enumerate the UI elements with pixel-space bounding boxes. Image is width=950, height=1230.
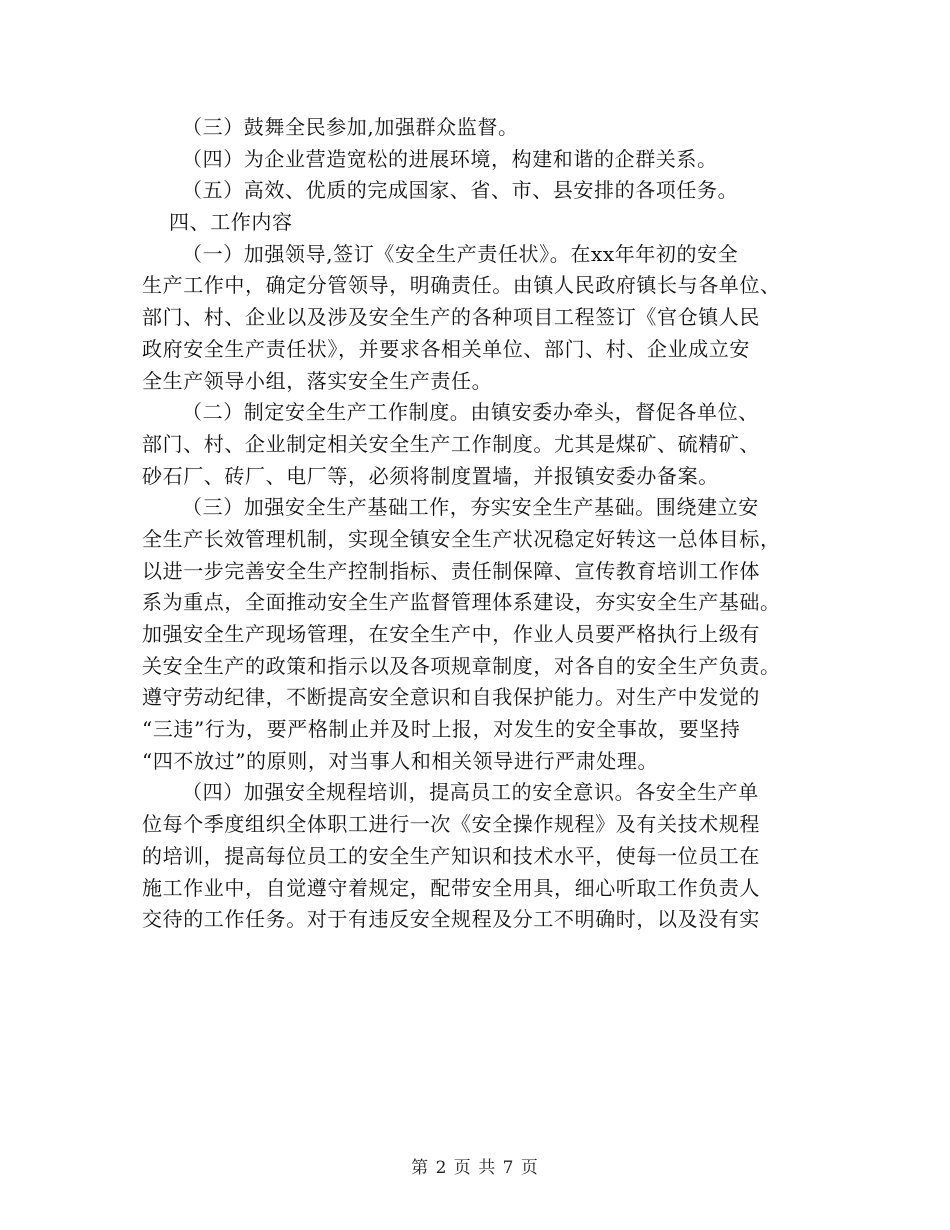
paragraph-line: 遵守劳动纪律，不断提高安全意识和自我保护能力。对生产中发觉的 [142,685,760,710]
paragraph-line: （四）加强安全规程培训，提高员工的安全意识。各安全生产单 [182,780,759,805]
paragraph-line: 政府安全生产责任状》，并要求各相关单位、部门、村、企业成立安 [142,336,750,361]
paragraph-line: 以进一步完善安全生产控制指标、责任制保障、宣传教育培训工作体 [142,558,760,583]
paragraph-line: 生产工作中，确定分管领导，明确责任。由镇人民政府镇长与各单位、 [142,273,781,298]
paragraph-line: （二）制定安全生产工作制度。由镇安委办牵头，督促各单位、 [182,400,759,425]
paragraph-line: 位每个季度组织全体职工进行一次《安全操作规程》及有关技术规程 [142,812,760,837]
paragraph-line: “三违”行为，要严格制止并及时上报，对发生的安全事故，要坚持 [142,717,741,742]
paragraph-line: （三）鼓舞全民参加,加强群众监督。 [182,115,519,139]
section-heading: 四、工作内容 [169,210,293,235]
paragraph-line: 砂石厂、砖厂、电厂等，必须将制度置墙，并报镇安委办备案。 [142,463,719,488]
paragraph-line: （四）为企业营造宽松的进展环境，构建和谐的企群关系。 [182,146,718,171]
paragraph-line: “四不放过”的原则，对当事人和相关领导进行严肃处理。 [142,748,659,773]
document-body [142,112,810,936]
page-number-footer: 第 2 页 共 7 页 [411,1158,539,1178]
paragraph-line: 系为重点，全面推动安全生产监督管理体系建设，夯实安全生产基础。 [142,590,781,615]
paragraph-line: （三）加强安全生产基础工作，夯实安全生产基础。围绕建立安 [182,495,759,520]
paragraph-line: 部门、村、企业以及涉及安全生产的各种项目工程签订《官仓镇人民 [142,305,760,330]
paragraph-line: （五）高效、优质的完成国家、省、市、县安排的各项任务。 [182,178,739,203]
paragraph-line: 部门、村、企业制定相关安全生产工作制度。尤其是煤矿、硫精矿、 [142,431,760,456]
paragraph-line: 加强安全生产现场管理，在安全生产中，作业人员要严格执行上级有 [142,622,760,646]
paragraph-line: 关安全生产的政策和指示以及各项规章制度，对各自的安全生产负责。 [142,653,781,678]
paragraph-line: 的培训，提高每位员工的安全生产知识和技术水平，使每一位员工在 [142,843,760,868]
paragraph-line: 全生产领导小组，落实安全生产责任。 [142,368,493,393]
paragraph-line: 施工作业中，自觉遵守着规定，配带安全用具，细心听取工作负责人 [142,875,760,900]
paragraph-line: 交待的工作任务。对于有违反安全规程及分工不明确时，以及没有实 [142,907,760,932]
paragraph-line: （一）加强领导,签订《安全生产责任状》。在xx年年初的安全 [182,241,739,266]
paragraph-line: 全生产长效管理机制，实现全镇安全生产状况稳定好转这一总体目标， [142,526,781,551]
